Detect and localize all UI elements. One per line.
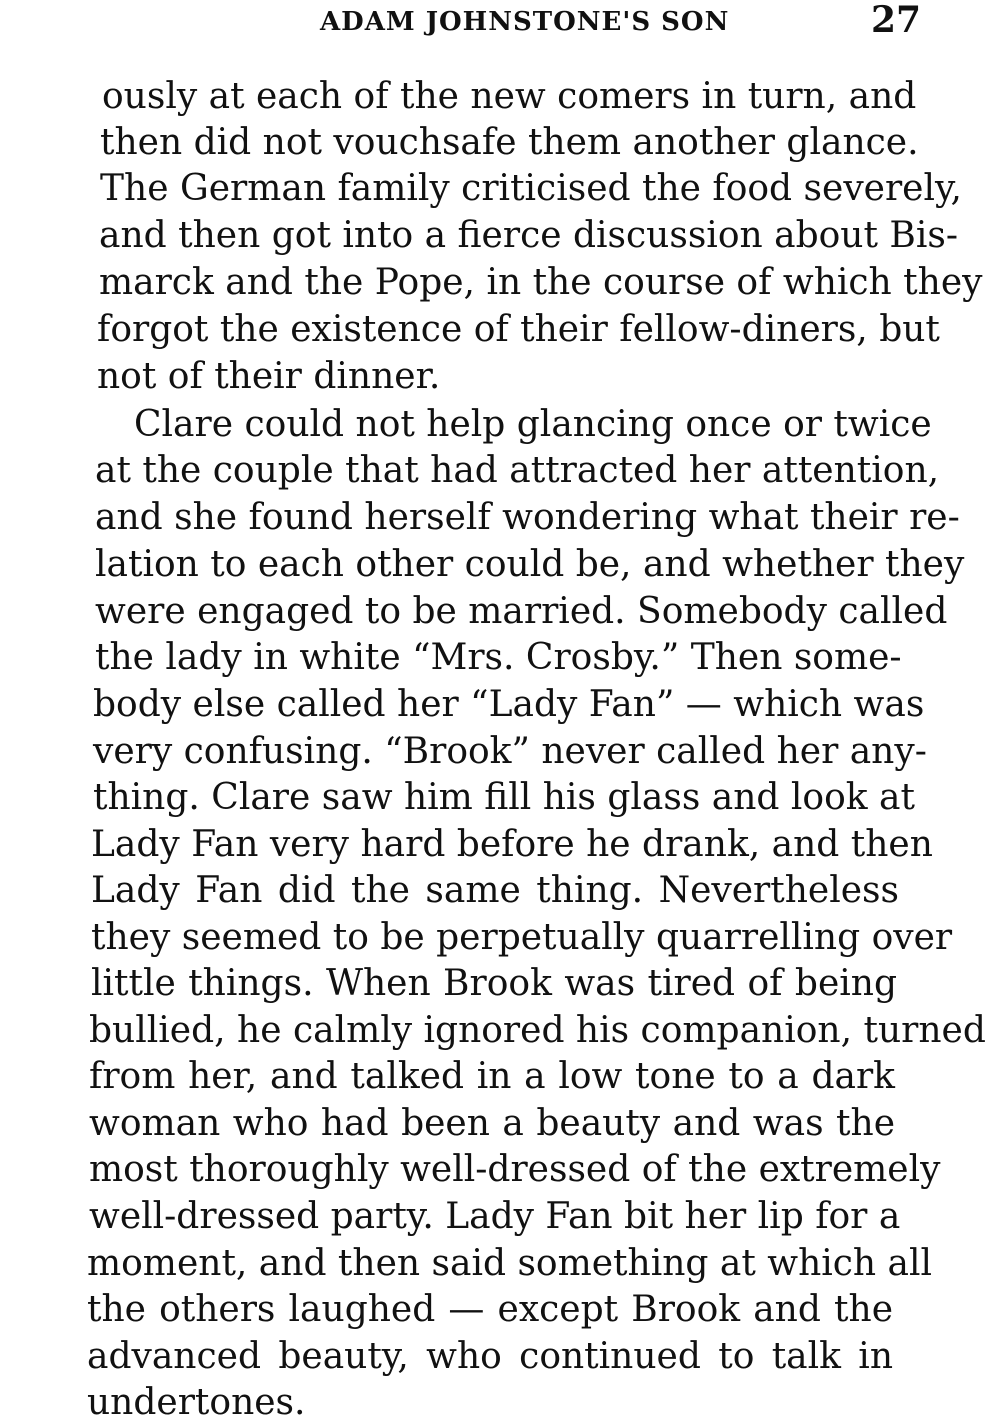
- text-line: forgot the existence of their fellow-diners, but: [97, 309, 940, 350]
- text-line: well-dressed party. Lady Fan bit her lip for a: [89, 1196, 901, 1237]
- text-line: body else called her “Lady Fan” — which was: [93, 684, 925, 725]
- text-line: Clare could not help glancing once or twice: [134, 404, 932, 445]
- running-title: ADAM JOHNSTONE'S SON: [320, 7, 730, 37]
- text-line: the lady in white “Mrs. Crosby.” Then some-: [95, 637, 902, 678]
- page-number: 27: [871, 0, 922, 41]
- text-line: not of their dinner.: [97, 356, 441, 397]
- text-line: the others laughed — except Brook and the: [87, 1289, 893, 1330]
- text-line: undertones.: [87, 1382, 306, 1423]
- text-line: and she found herself wondering what their re-: [95, 497, 960, 538]
- text-line: most thoroughly well-dressed of the extremely: [89, 1149, 941, 1190]
- text-line: ously at each of the new comers in turn, and: [102, 76, 917, 117]
- text-line: marck and the Pope, in the course of which they: [99, 262, 983, 303]
- text-line: little things. When Brook was tired of being: [91, 963, 897, 1004]
- text-line: bullied, he calmly ignored his companion, turned: [89, 1010, 986, 1051]
- text-line: they seemed to be perpetually quarrelling over: [91, 917, 953, 958]
- text-line: advanced beauty, who continued to talk in: [87, 1336, 893, 1377]
- text-line: woman who had been a beauty and was the: [89, 1103, 895, 1144]
- text-line: were engaged to be married. Somebody called: [95, 591, 948, 632]
- text-line: Lady Fan very hard before he drank, and then: [91, 824, 933, 865]
- text-line: lation to each other could be, and whether they: [95, 544, 965, 585]
- text-line: from her, and talked in a low tone to a dark: [89, 1056, 895, 1097]
- text-line: moment, and then said something at which all: [87, 1243, 933, 1284]
- text-line: then did not vouchsafe them another glance.: [100, 122, 919, 163]
- text-line: very confusing. “Brook” never called her any-: [93, 731, 927, 772]
- text-line: and then got into a fierce discussion about Bis-: [99, 215, 959, 256]
- text-line: at the couple that had attracted her attention,: [95, 450, 940, 491]
- text-line: thing. Clare saw him fill his glass and look at: [93, 777, 915, 818]
- text-line: The German family criticised the food severely,: [100, 168, 962, 209]
- text-line: Lady Fan did the same thing. Nevertheless: [91, 870, 899, 911]
